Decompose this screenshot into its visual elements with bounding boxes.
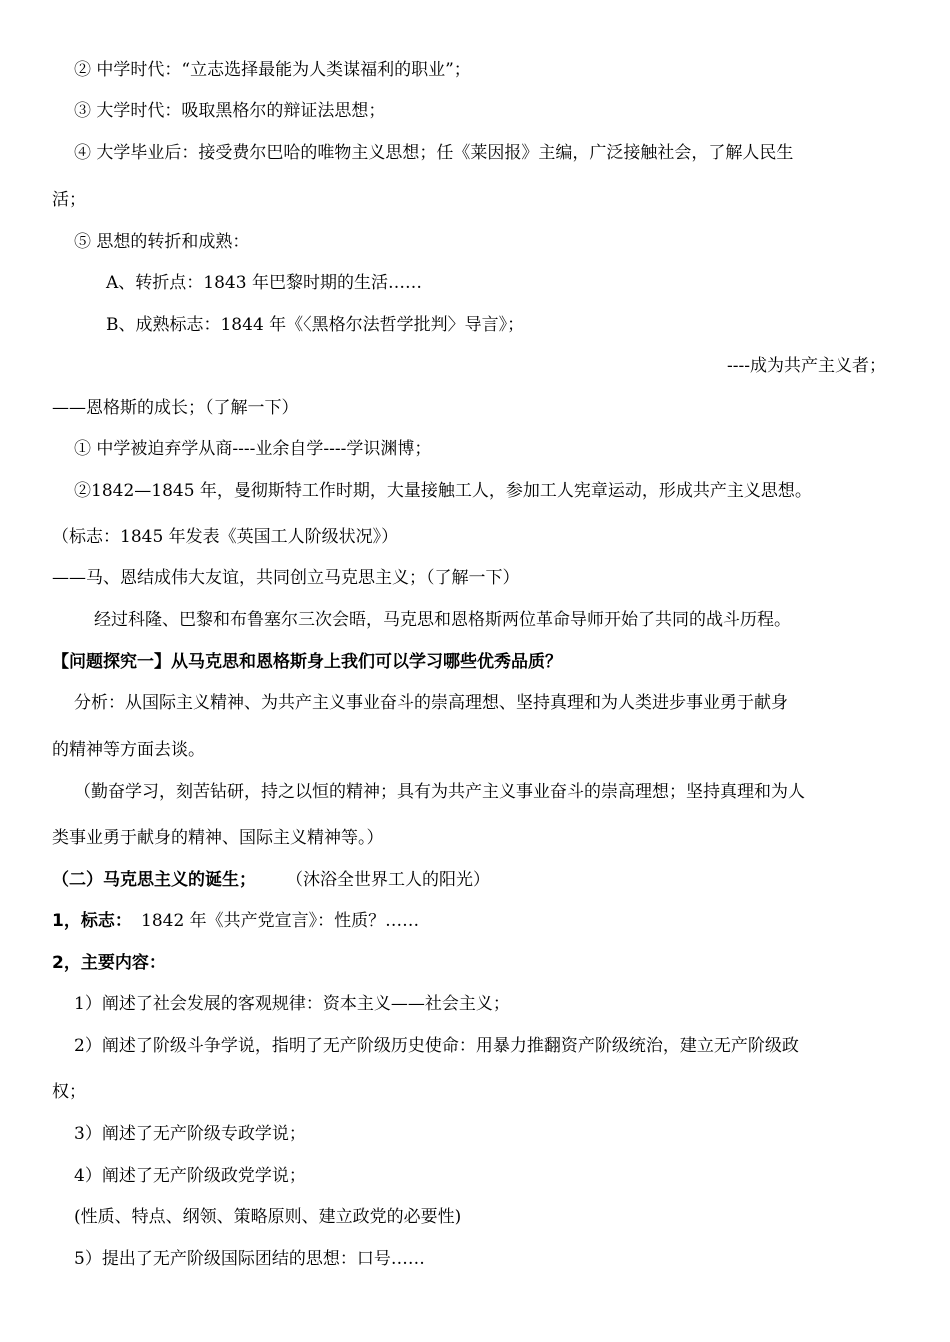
text-line: 2）阐述了阶级斗争学说，指明了无产阶级历史使命：用暴力推翻资产阶级统治，建立无产阶级政 — [74, 1036, 799, 1056]
text-line: ④ 大学毕业后：接受费尔巴哈的唯物主义思想；任《莱因报》主编，广泛接触社会，了解人民生 — [74, 143, 794, 163]
section-heading: ——恩格斯的成长；（了解一下） — [52, 398, 299, 418]
text-line: 权； — [52, 1082, 86, 1102]
text-line: 5）提出了无产阶级国际团结的思想：口号…… — [74, 1249, 425, 1269]
section-heading: ——马、恩结成伟大友谊，共同创立马克思主义；（了解一下） — [52, 568, 520, 588]
text-line: ⑤ 思想的转折和成熟： — [74, 232, 250, 252]
text-line: （勤奋学习，刻苦钻研，持之以恒的精神；具有为共产主义事业奋斗的崇高理想；坚持真理和为人 — [74, 782, 805, 802]
text-line: （沐浴全世界工人的阳光） — [286, 870, 490, 890]
text-line: 的精神等方面去谈。 — [52, 740, 205, 760]
text-line: 经过科隆、巴黎和布鲁塞尔三次会晤，马克思和恩格斯两位革命导师开始了共同的战斗历程。 — [94, 610, 791, 630]
subheading: 1，标志： — [52, 911, 132, 931]
text-line: （标志：1845 年发表《英国工人阶级状况》） — [52, 527, 399, 547]
text-line: ----成为共产主义者； — [727, 356, 886, 376]
text-line: A、转折点：1843 年巴黎时期的生活…… — [106, 273, 422, 293]
text-line: 1842 年《共产党宣言》：性质？…… — [141, 911, 420, 931]
text-line: 活； — [52, 190, 86, 210]
text-line: ③ 大学时代：吸取黑格尔的辩证法思想； — [74, 101, 386, 121]
text-line: ① 中学被迫弃学从商----业余自学----学识渊博； — [74, 439, 432, 459]
text-line: (性质、特点、纲领、策略原则、建立政党的必要性) — [74, 1207, 462, 1227]
text-line: B、成熟标志：1844 年《〈黑格尔法哲学批判〉导言》； — [106, 315, 525, 335]
text-line: 分析：从国际主义精神、为共产主义事业奋斗的崇高理想、坚持真理和为人类进步事业勇于献身 — [74, 693, 788, 713]
text-line: ② 中学时代：“立志选择最能为人类谋福利的职业”； — [74, 60, 471, 80]
text-line: 1）阐述了社会发展的客观规律：资本主义——社会主义； — [74, 994, 510, 1014]
section-heading: （二）马克思主义的诞生； — [52, 870, 256, 890]
question-heading: 【问题探究一】从马克思和恩格斯身上我们可以学习哪些优秀品质？ — [52, 652, 562, 672]
text-line: 4）阐述了无产阶级政党学说； — [74, 1166, 306, 1186]
text-line: ②1842—1845 年，曼彻斯特工作时期，大量接触工人，参加工人宪章运动，形成共产主义思想。 — [74, 481, 812, 501]
text-line: 3）阐述了无产阶级专政学说； — [74, 1124, 306, 1144]
subheading: 2，主要内容： — [52, 953, 166, 973]
text-line: 类事业勇于献身的精神、国际主义精神等。） — [52, 828, 384, 848]
